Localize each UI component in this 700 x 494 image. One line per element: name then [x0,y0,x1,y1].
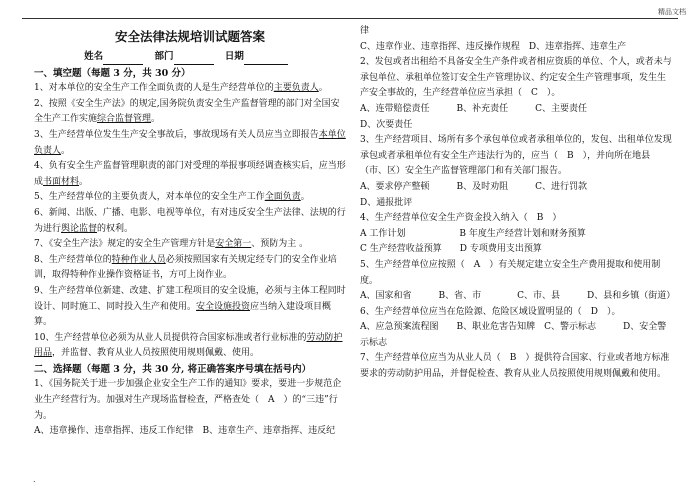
left-column [34,24,346,440]
choice-1: 1、《国务院关于进一步加强企业安全生产工作的通知》要求，要进一步规范企业生产经营行为。加强对生产现场监督检查，严格查处（ A ）的“三违”行为。 [34,379,342,421]
choice-5: 5、生产经营单位应按照（ A ）有关规定建立安全生产费用提取和使用制度。 [360,259,661,286]
choice-5-options: A、国家和省 B、省、市 C、市、县 D、县和乡镇（街道） [360,291,676,302]
question-4: 4、负有安全生产监督管理职责的部门对受理的举报事项经调查核实后，应当形成书面材料。 [34,161,346,187]
answer-8: 特种作业人员 [111,254,166,265]
answer-4: 书面材料 [43,176,80,187]
section-choice: 二、选择题（每题 3 分，共 30 分, 将正确答案序号填在括号内） [34,363,312,375]
date-label: 日期 [224,51,244,62]
question-8: 8、生产经营单位的特种作业人员必须按照国家有关规定经专门的安全作业培训，取得特种作业操作资格证书，方可上岗作业。 [34,254,337,281]
choice-6: 6、生产经营单位应当在危险源、危险区域设置明显的（ D ）。 [360,306,621,317]
dept-blank[interactable] [174,54,214,65]
name-blank[interactable] [103,54,143,65]
footer-mark: . [33,475,36,484]
answer-5: 全面负责 [264,192,301,203]
dept-label: 部门 [154,51,174,62]
continuation-text: 律 [360,26,370,36]
choice-7: 7、生产经营单位应当为从业人员（ B ）提供符合国家、行业或者地方标准要求的劳动防护用品，并督促检查、教育从业人员按照使用规则佩戴和使用。 [360,353,670,380]
answer-10: 劳动防护用品 [34,332,343,359]
choice-1-options-cd: C、违章作业、违章指挥、违反操作规程 D、违章指挥、违章生产 [360,41,627,52]
section-fill-in: 一、填空题（每题 3 分，共 30 分） [34,67,191,79]
answer-7: 安全第一 [215,239,252,250]
answer-6: 舆论监督 [61,223,98,234]
question-9: 9、生产经营单位新建、改建、扩建工程项目的安全设施，必须与主体工程同时设计、同时施工、同时投入生产和使用。安全设施投资应当纳入建设项目概算。 [34,285,346,328]
name-label: 姓名 [84,51,104,62]
choice-4-options-ab: A 工作计划 B 年度生产经营计划和财务预算 [360,228,586,239]
answer-1: 主要负责人 [273,83,319,94]
choice-3: 3、生产经营项目、场所有多个承包单位或者承租单位的，发包、出租单位发现承包或者承租单位有安全生产违法行为的，应当（ B ），并向所在地县（市、区）安全生产监督管理部门和有关部门报告。 [360,135,672,177]
choice-4-options-cd: C 生产经营收益预算 D 专项费用支出预算 [360,244,542,255]
choice-2: 2、发包或者出租给不具备安全生产条件或者相应资质的单位、个人，或者未与承包单位、承租单位签订安全生产管理协议、约定安全生产管理事项，发生生产安全事故的，生产经营单位应当承担（ C ）。 [360,57,672,99]
header-tag: 精品文档 [658,8,686,16]
question-2: 2、按照《安全生产法》的规定,国务院负责安全生产监督管理的部门对全国安全生产工作实施综合监督管理。 [34,98,340,125]
right-column [360,24,674,383]
header-divider [22,18,678,19]
question-7: 7、《安全生产法》规定的安全生产管理方针是安全第一、预防为主 。 [34,239,309,250]
answer-9: 安全设施投资 [196,301,251,312]
question-3: 3、生产经营单位发生生产安全事故后，事故现场有关人员应当立即报告本单位负责人。 [34,129,346,156]
choice-2-options-d: D、次要责任 [360,119,413,130]
choice-3-options-abc: A、要求停产整顿 B、及时劝阻 C、进行罚款 [360,181,588,192]
choice-6-options: A、应急预案流程图 B、职业危害告知牌 C、警示标志 D、安全警示标志 [360,322,667,348]
choice-1-options: A、违章操作、违章指挥、违反工作纪律 B、违章生产、违章指挥、违反纪 [34,426,336,437]
page-title: 安全法律法规培训试题答案 [114,29,265,44]
question-10: 10、生产经营单位必须为从业人员提供符合国家标准或者行业标准的劳动防护用品，并监督、教育从业人员按照使用规则佩戴、使用。 [34,332,343,359]
answer-2: 综合监督管理 [97,114,152,125]
question-5: 5、生产经营单位的主要负责人，对本单位的安全生产工作全面负责。 [34,192,310,203]
choice-2-options-abc: A、连带赔偿责任 B、补充责任 C、主要责任 [360,103,588,114]
date-blank[interactable] [244,54,288,65]
question-1: 1、对本单位的安全生产工作全面负责的人是生产经营单位的主要负责人。 [34,83,328,94]
choice-4: 4、生产经营单位安全生产资金投入纳入（ B ） [360,213,562,224]
answer-3: 本单位负责人 [34,129,346,156]
choice-3-options-d: D、通报批评 [360,197,413,208]
question-6: 6、新闻、出版、广播、电影、电视等单位，有对违反安全生产法律、法规的行为进行舆论监督的权利。 [34,207,346,234]
info-line [34,49,346,65]
